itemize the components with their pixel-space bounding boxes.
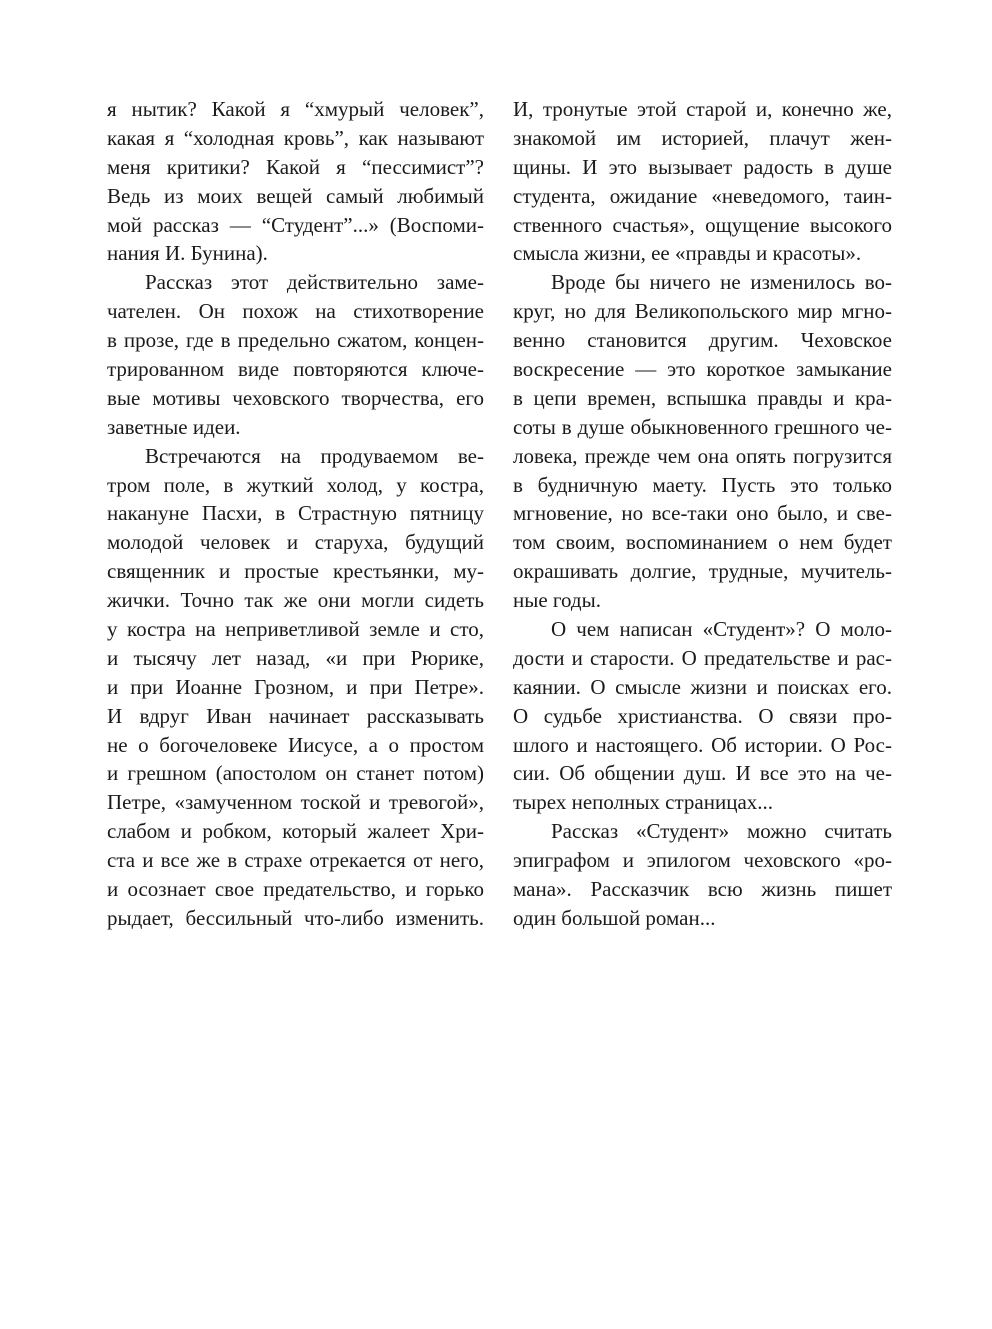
- text-line: щины. И это вызывает радость в душе: [513, 154, 892, 179]
- text-line: вые мотивы чеховского творчества, его: [107, 385, 484, 410]
- text-line: и грешном (апостолом он станет потом): [107, 761, 484, 786]
- text-line: Ведь из моих вещей самый любимый: [107, 183, 484, 208]
- text-line: меня критики? Какой я “пессимист”?: [107, 154, 484, 179]
- text-column-right: [513, 95, 892, 933]
- text-line: воскресение — это короткое замыкание: [513, 357, 892, 382]
- text-line: ловека, прежде чем она опять погрузится: [513, 443, 892, 468]
- text-line: один большой роман...: [513, 905, 716, 930]
- paragraph: [107, 442, 484, 933]
- text-line: окрашивать долгие, трудные, мучитель-: [513, 559, 892, 584]
- text-line: в прозе, где в предельно сжатом, концен-: [107, 328, 484, 353]
- text-line: в будничную маету. Пусть это только: [513, 472, 892, 497]
- text-line: венно становится другим. Чеховское: [513, 328, 892, 353]
- text-line: в цепи времен, вспышка правды и кра-: [513, 385, 892, 410]
- text-line: мой рассказ — “Студент”...» (Воспоми-: [107, 212, 484, 237]
- text-line: И, тронутые этой старой и, конечно же,: [513, 97, 892, 121]
- text-line: не о богочеловеке Иисусе, а о простом: [107, 732, 484, 757]
- text-line: смысла жизни, ее «правды и красоты».: [513, 241, 862, 266]
- text-line: мгновение, но все-таки оно было, и све-: [513, 501, 892, 526]
- text-line: том своим, воспоминанием о нем будет: [513, 530, 892, 555]
- text-line: О чем написан «Студент»? О моло-: [551, 617, 892, 642]
- text-line: Рассказ «Студент» можно считать: [551, 819, 892, 844]
- text-line: каянии. О смысле жизни и поисках его.: [513, 674, 892, 699]
- text-line: мана». Рассказчик всю жизнь пишет: [513, 877, 892, 902]
- text-line: О судьбе христианства. О связи про-: [513, 703, 892, 728]
- text-line: ста и все же в страхе отрекается от него,: [107, 848, 484, 873]
- text-line: Вроде бы ничего не изменилось во-: [551, 270, 892, 295]
- text-line: И вдруг Иван начинает рассказывать: [107, 703, 484, 728]
- text-line: соты в душе обыкновенного грешного че-: [513, 414, 892, 439]
- text-line: знакомой им историей, плачут жен-: [513, 125, 892, 150]
- text-line: священник и простые крестьянки, му-: [107, 559, 484, 584]
- text-line: какая я “холодная кровь”, как называют: [107, 125, 484, 150]
- text-line: накануне Пасхи, в Страстную пятницу: [107, 501, 484, 526]
- text-line: нания И. Бунина).: [107, 241, 268, 266]
- text-line: жички. Точно так же они могли сидеть: [107, 588, 484, 613]
- text-line: ные годы.: [513, 588, 601, 613]
- paragraph: [513, 268, 892, 615]
- paragraph: [513, 615, 892, 817]
- text-column-left: [107, 95, 484, 933]
- text-line: Петре, «замученном тоской и тревогой»,: [107, 790, 484, 815]
- text-line: тром поле, в жуткий холод, у костра,: [107, 472, 484, 497]
- text-line: трированном виде повторяются ключе-: [107, 357, 484, 382]
- text-line: тырех неполных страницах...: [513, 790, 774, 815]
- text-line: студента, ожидание «неведомого, таин-: [513, 183, 892, 208]
- text-line: у костра на неприветливой земле и сто,: [107, 617, 484, 642]
- text-line: и тысячу лет назад, «и при Рюрике,: [107, 645, 484, 670]
- text-line: дости и старости. О предательстве и рас-: [513, 645, 892, 670]
- paragraph: [107, 95, 484, 268]
- text-line: чателен. Он похож на стихотворение: [107, 299, 484, 324]
- text-line: молодой человек и старуха, будущий: [107, 530, 484, 555]
- paragraph: [513, 95, 892, 268]
- text-line: и при Иоанне Грозном, и при Петре».: [107, 674, 484, 699]
- text-line: круг, но для Великопольского мир мгно-: [513, 299, 892, 324]
- text-line: я нытик? Какой я “хмурый человек”,: [107, 97, 484, 121]
- paragraph: [107, 268, 484, 441]
- text-line: шлого и настоящего. Об истории. О Рос-: [513, 732, 892, 757]
- text-line: и осознает свое предательство, и горько: [107, 877, 484, 902]
- paragraph: [513, 817, 892, 933]
- text-line: заветные идеи.: [107, 414, 241, 439]
- text-line: слабом и робком, который жалеет Хри-: [107, 819, 484, 844]
- text-line: Рассказ этот действительно заме-: [145, 270, 484, 295]
- text-line: сии. Об общении душ. И все это на че-: [513, 761, 892, 786]
- text-line: ственного счастья», ощущение высокого: [513, 212, 892, 237]
- text-line: рыдает, бессильный что-либо изменить.: [107, 905, 484, 930]
- text-line: Встречаются на продуваемом ве-: [145, 443, 484, 468]
- text-line: эпиграфом и эпилогом чеховского «ро-: [513, 848, 892, 873]
